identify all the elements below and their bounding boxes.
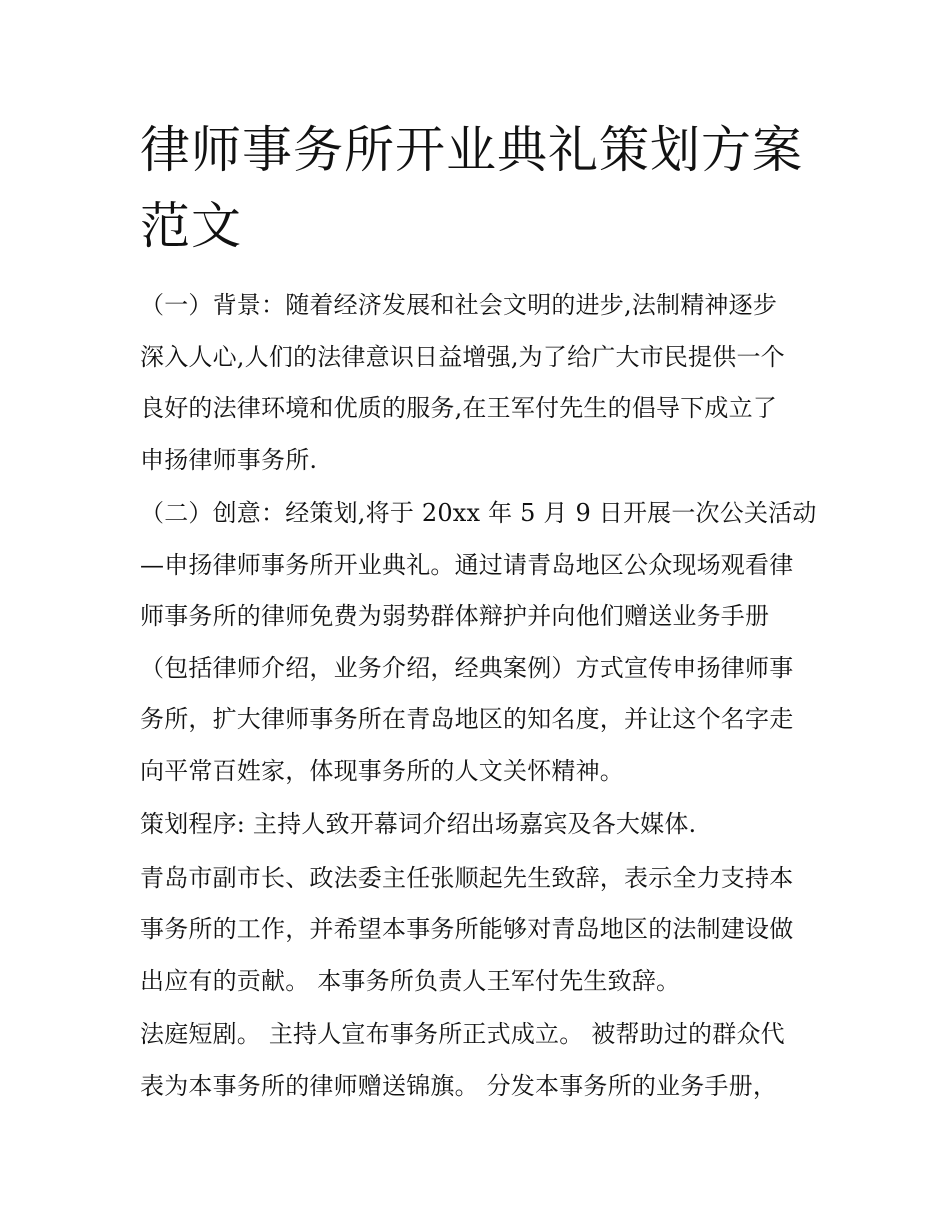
document-body (140, 280, 820, 1114)
paragraph-program (140, 799, 820, 851)
text-line: 法庭短剧。 主持人宣布事务所正式成立。 被帮助过的群众代 (140, 1020, 785, 1048)
title-line: 律师事务所开业典礼策划方案 (140, 121, 803, 179)
document-title (140, 112, 820, 264)
paragraph-court-drama (140, 1009, 820, 1112)
text-line: 师事务所的律师免费为弱势群体辩护并向他们赠送业务手册 (140, 602, 770, 630)
text-line: （二）创意：经策划,将于 20xx 年 5 月 9 日开展一次公关活动 (140, 499, 817, 527)
text-line: （包括律师介绍，业务介绍，经典案例）方式宣传申扬律师事 (140, 653, 794, 682)
paragraph-background (140, 280, 820, 486)
text-line: 良好的法律环境和优质的服务,在王军付先生的倡导下成立了 (140, 394, 778, 422)
text-line: （一）背景：随着经济发展和社会文明的进步,法制精神逐步 (140, 291, 778, 319)
text-line: 事务所的工作，并希望本事务所能够对青岛地区的法制建设做 (140, 915, 794, 943)
text-line: 策划程序: 主持人致开幕词介绍出场嘉宾及各大媒体. (140, 810, 697, 838)
text-line: 申扬律师事务所. (140, 445, 318, 474)
paragraph-creative (140, 488, 820, 797)
text-line: 深入人心,人们的法律意识日益增强,为了给广大市民提供一个 (140, 342, 785, 371)
text-line: 务所，扩大律师事务所在青岛地区的知名度，并让这个名字走 (140, 705, 794, 733)
text-line: 表为本事务所的律师赠送锦旗。 分发本事务所的业务手册， (140, 1071, 778, 1100)
paragraph-vice-mayor-speech (140, 853, 820, 1008)
text-line: 向平常百姓家，体现事务所的人文关怀精神。 (140, 756, 624, 785)
text-line: 出应有的贡献。 本事务所负责人王军付先生致辞。 (140, 966, 681, 995)
text-line: —申扬律师事务所开业典礼。通过请青岛地区公众现场观看律 (140, 550, 794, 579)
text-line: 青岛市副市长、政法委主任张顺起先生致辞，表示全力支持本 (140, 863, 794, 892)
title-line: 范文 (140, 197, 242, 255)
